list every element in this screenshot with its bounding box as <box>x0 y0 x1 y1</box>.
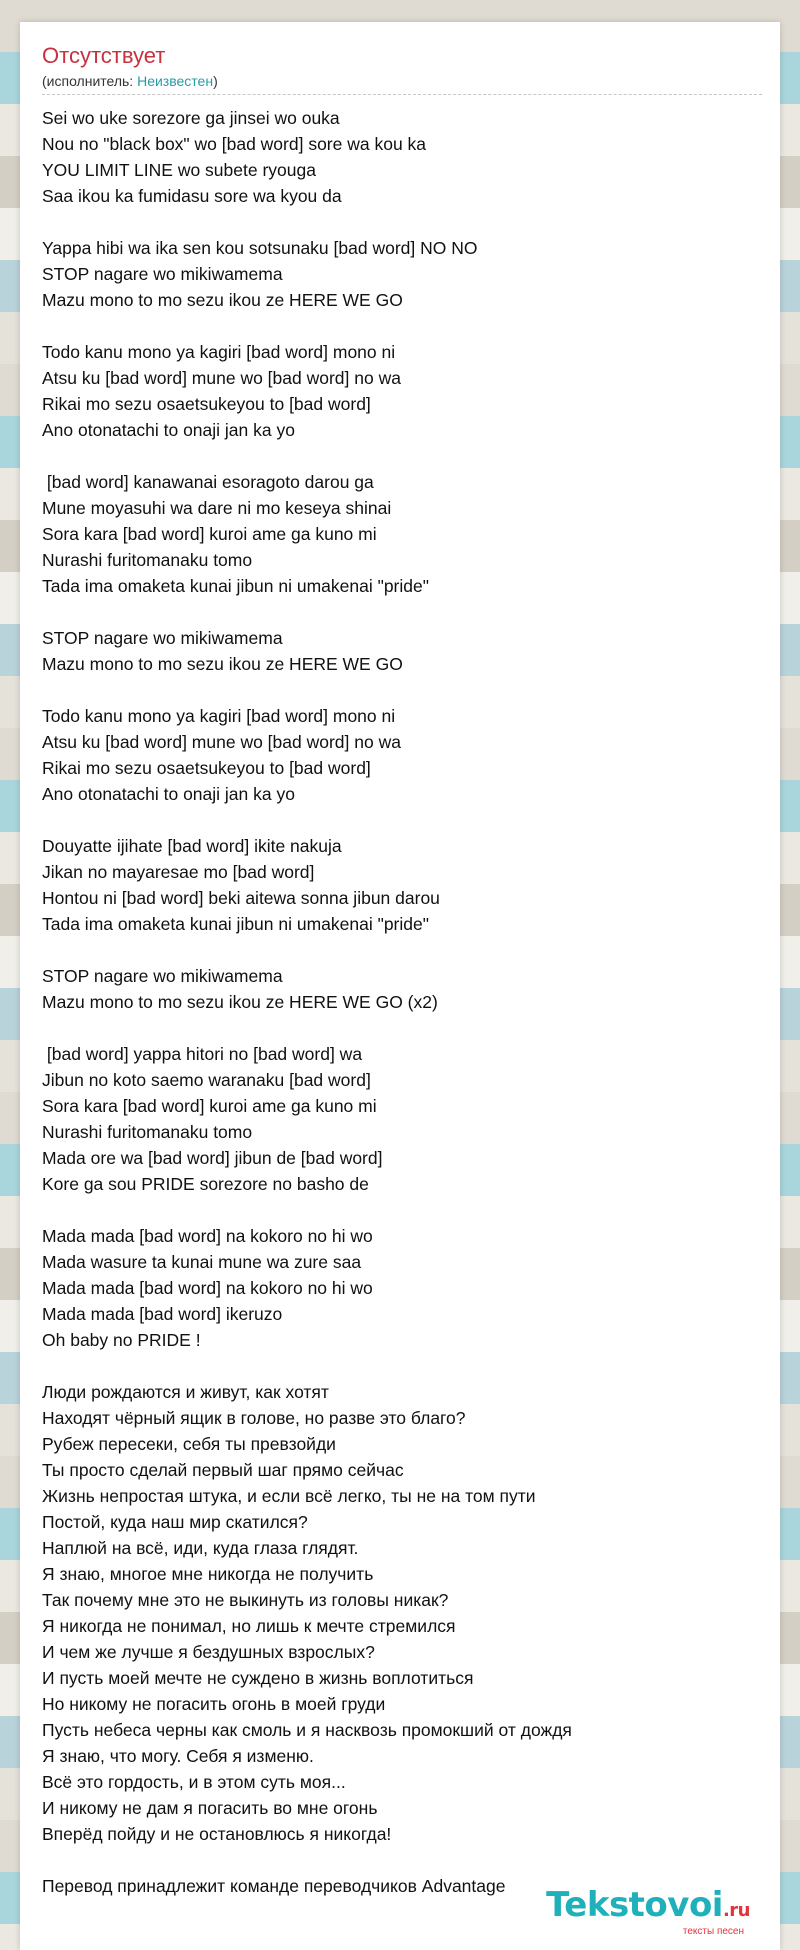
lyric-line: Mada mada [bad word] na kokoro no hi wo <box>42 1278 373 1298</box>
stanza-break <box>42 677 758 703</box>
lyric-line: Sora kara [bad word] kuroi ame ga kuno mi <box>42 1096 377 1116</box>
lyric-line: Находят чёрный ящик в голове, но разве это благо? <box>42 1408 466 1428</box>
lyric-line: И чем же лучше я бездушных взрослых? <box>42 1642 375 1662</box>
stanza-break <box>42 1015 758 1041</box>
lyric-line: Rikai mo sezu osaetsukeyou to [bad word] <box>42 758 371 778</box>
lyric-line: Постой, куда наш мир скатился? <box>42 1512 308 1532</box>
lyric-line: Mada mada [bad word] na kokoro no hi wo <box>42 1226 373 1246</box>
lyric-line: Todo kanu mono ya kagiri [bad word] mono ni <box>42 706 396 726</box>
logo-tagline: тексты песен <box>682 1926 744 1937</box>
lyric-line: Douyatte ijihate [bad word] ikite nakuja <box>42 836 342 856</box>
lyric-line: Mune moyasuhi wa dare ni mo keseya shinai <box>42 498 392 518</box>
artist-line <box>42 72 758 90</box>
lyric-line: [bad word] yappa hitori no [bad word] wa <box>42 1044 363 1064</box>
lyric-line: Nurashi furitomanaku tomo <box>42 550 253 570</box>
lyric-line: Ты просто сделай первый шаг прямо сейчас <box>42 1460 404 1480</box>
stanza-break <box>42 1353 758 1379</box>
artist-suffix: ) <box>213 73 218 89</box>
artist-prefix: (исполнитель: <box>42 73 138 89</box>
lyric-line: YOU LIMIT LINE wo subete ryouga <box>42 160 316 180</box>
lyric-line: Люди рождаются и живут, как хотят <box>42 1382 329 1402</box>
lyric-line: Так почему мне это не выкинуть из головы никак? <box>42 1590 449 1610</box>
song-title: Отсутствует <box>42 43 166 68</box>
lyric-line: Jibun no koto saemo waranaku [bad word] <box>42 1070 371 1090</box>
lyric-line: Atsu ku [bad word] mune wo [bad word] no wa <box>42 732 401 752</box>
stanza-break <box>42 313 758 339</box>
lyric-line: Mada mada [bad word] ikeruzo <box>42 1304 283 1324</box>
lyric-line: Oh baby no PRIDE ! <box>42 1330 201 1350</box>
artist-link[interactable]: Неизвестен <box>137 73 214 89</box>
lyric-line: Mada wasure ta kunai mune wa zure saa <box>42 1252 362 1272</box>
lyrics-text <box>42 105 758 1899</box>
logo-name: Tekstovoi <box>546 1885 723 1925</box>
stanza-break <box>42 937 758 963</box>
lyric-line: Nurashi furitomanaku tomo <box>42 1122 253 1142</box>
lyric-line: Но никому не погасить огонь в моей груди <box>42 1694 386 1714</box>
lyric-line: Sei wo uke sorezore ga jinsei wo ouka <box>42 108 340 128</box>
stanza-break <box>42 1847 758 1873</box>
header-divider <box>42 94 762 95</box>
lyric-line: Todo kanu mono ya kagiri [bad word] mono ni <box>42 342 396 362</box>
lyric-line: Tada ima omaketa kunai jibun ni umakenai "pride" <box>42 576 429 596</box>
lyric-line: STOP nagare wo mikiwamema <box>42 966 283 986</box>
stanza-break <box>42 443 758 469</box>
lyric-line: Mazu mono to mo sezu ikou ze HERE WE GO (x2) <box>42 992 438 1012</box>
lyric-line: Вперёд пойду и не остановлюсь я никогда! <box>42 1824 392 1844</box>
lyric-line: Ano otonatachi to onaji jan ka yo <box>42 420 295 440</box>
lyric-line: Я никогда не понимал, но лишь к мечте стремился <box>42 1616 456 1636</box>
lyric-line: Ano otonatachi to onaji jan ka yo <box>42 784 295 804</box>
lyric-line: Mazu mono to mo sezu ikou ze HERE WE GO <box>42 290 403 310</box>
lyric-line: Я знаю, многое мне никогда не получить <box>42 1564 374 1584</box>
lyric-line: Рубеж пересеки, себя ты превзойди <box>42 1434 336 1454</box>
lyric-line: Mazu mono to mo sezu ikou ze HERE WE GO <box>42 654 403 674</box>
stanza-break <box>42 209 758 235</box>
logo-tld: .ru <box>722 1900 750 1921</box>
lyric-line: STOP nagare wo mikiwamema <box>42 264 283 284</box>
lyric-line: Hontou ni [bad word] beki aitewa sonna jibun darou <box>42 888 440 908</box>
lyrics-card <box>20 22 780 1950</box>
lyric-line: Mada ore wa [bad word] jibun de [bad word] <box>42 1148 383 1168</box>
lyric-line: Всё это гордость, и в этом суть моя... <box>42 1772 346 1792</box>
lyric-line: Tada ima omaketa kunai jibun ni umakenai "pride" <box>42 914 429 934</box>
lyric-line: И никому не дам я погасить во мне огонь <box>42 1798 378 1818</box>
lyric-line: Я знаю, что могу. Себя я изменю. <box>42 1746 314 1766</box>
lyric-line: Saa ikou ka fumidasu sore wa kyou da <box>42 186 342 206</box>
lyric-line: Наплюй на всё, иди, куда глаза глядят. <box>42 1538 359 1558</box>
lyric-line: [bad word] kanawanai esoragoto darou ga <box>42 472 374 492</box>
site-logo[interactable] <box>546 1887 750 1938</box>
lyric-line: И пусть моей мечте не суждено в жизнь воплотиться <box>42 1668 474 1688</box>
stanza-break <box>42 1197 758 1223</box>
lyric-line: Жизнь непростая штука, и если всё легко, ты не на том пути <box>42 1486 536 1506</box>
lyric-line: Rikai mo sezu osaetsukeyou to [bad word] <box>42 394 371 414</box>
stanza-break <box>42 599 758 625</box>
lyric-line: Пусть небеса черны как смоль и я насквозь промокший от дождя <box>42 1720 572 1740</box>
lyric-line: Nou no "black box" wo [bad word] sore wa kou ka <box>42 134 427 154</box>
lyric-line: STOP nagare wo mikiwamema <box>42 628 283 648</box>
stanza-break <box>42 807 758 833</box>
lyric-line: Перевод принадлежит команде переводчиков Advantage <box>42 1876 506 1896</box>
lyric-line: Sora kara [bad word] kuroi ame ga kuno mi <box>42 524 377 544</box>
lyric-line: Atsu ku [bad word] mune wo [bad word] no wa <box>42 368 401 388</box>
lyric-line: Yappa hibi wa ika sen kou sotsunaku [bad word] NO NO <box>42 238 478 258</box>
lyric-line: Kore ga sou PRIDE sorezore no basho de <box>42 1174 369 1194</box>
lyric-line: Jikan no mayaresae mo [bad word] <box>42 862 315 882</box>
